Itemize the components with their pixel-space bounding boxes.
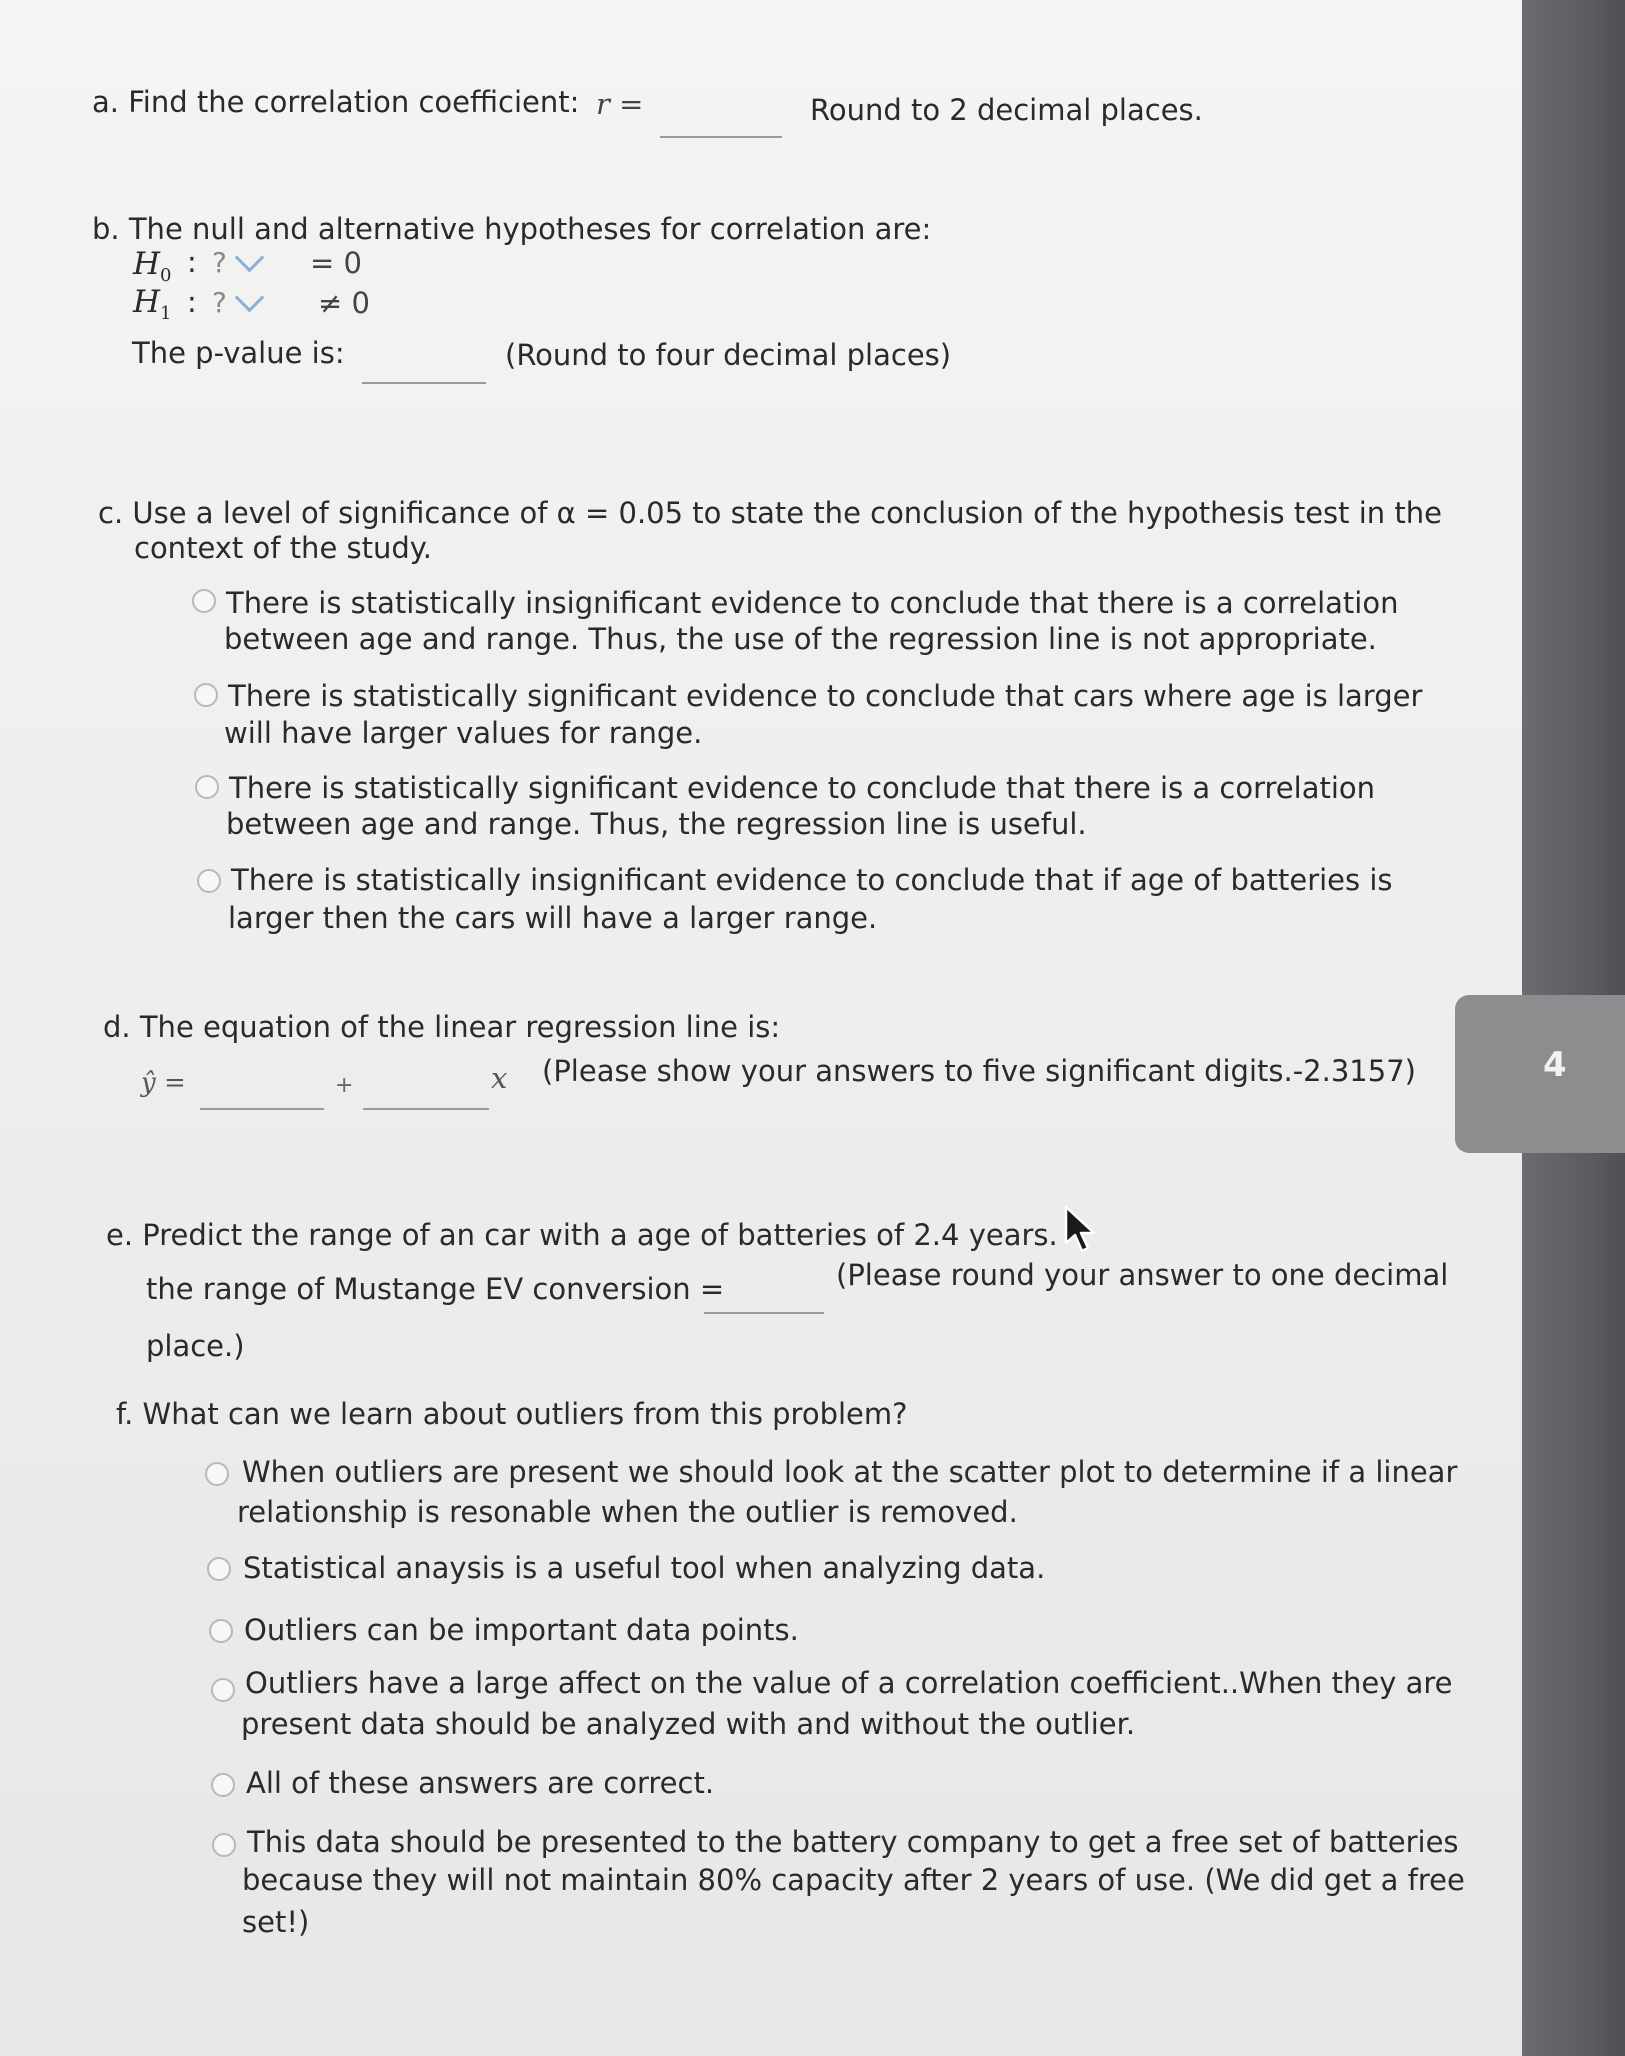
part-e-hint-cont: place.) [146, 1329, 245, 1363]
part-f-label: f. What can we learn about outliers from this problem? [116, 1397, 908, 1431]
chevron-down-icon [235, 242, 265, 272]
option-text: relationship is resonable when the outlier is removed. [237, 1495, 1018, 1529]
part-e-label: e. Predict the range of an car with a age of batteries of 2.4 years. [106, 1218, 1058, 1252]
radio-button[interactable] [207, 1557, 231, 1581]
h0-parameter-select[interactable]: ? [212, 244, 260, 280]
radio-button[interactable] [195, 775, 219, 799]
radio-button[interactable] [194, 683, 218, 707]
h0-relation: = 0 [310, 246, 362, 280]
radio-button[interactable] [211, 1678, 235, 1702]
slope-input[interactable] [363, 1108, 489, 1110]
range-label: the range of Mustange EV conversion = [146, 1272, 725, 1306]
part-e-hint: (Please round your answer to one decimal [836, 1258, 1449, 1292]
pvalue-label: The p-value is: [132, 336, 345, 370]
option-text: There is statistically significant evidence to conclude that there is a correlation [229, 771, 1376, 805]
part-a-hint: Round to 2 decimal places. [810, 93, 1203, 127]
part-c-label: c. Use a level of significance of α = 0.05 to state the conclusion of the hypothesis test in the [98, 496, 1442, 530]
option-text: When outliers are present we should look at the scatter plot to determine if a linear [242, 1455, 1458, 1489]
option-text: between age and range. Thus, the use of the regression line is not appropriate. [224, 622, 1377, 656]
option-text: There is statistically insignificant evidence to conclude that there is a correlation [226, 586, 1399, 620]
h0-symbol: $H_0$ [133, 246, 172, 287]
h1-relation: ≠ 0 [318, 286, 370, 320]
radio-button[interactable] [197, 869, 221, 893]
yhat-symbol: ŷ = [141, 1068, 186, 1098]
r-input[interactable] [660, 136, 782, 138]
option-text: will have larger values for range. [224, 716, 703, 750]
option-text: present data should be analyzed with and without the outlier. [241, 1707, 1136, 1741]
part-d-hint: (Please show your answers to five significant digits.-2.3157) [542, 1054, 1416, 1088]
pvalue-input[interactable] [362, 382, 486, 384]
radio-button[interactable] [211, 1773, 235, 1797]
part-c-label-cont: context of the study. [134, 531, 433, 565]
option-text: There is statistically significant evidence to conclude that cars where age is larger [228, 679, 1423, 713]
option-text: between age and range. Thus, the regression line is useful. [226, 807, 1087, 841]
h1-symbol: $H_1$ [133, 284, 172, 325]
question-number: 4 [1543, 1045, 1567, 1085]
option-text: All of these answers are correct. [246, 1766, 715, 1800]
option-text: set!) [242, 1905, 310, 1939]
part-a-label: a. Find the correlation coefficient: [92, 85, 580, 119]
chevron-down-icon [235, 282, 265, 312]
part-b-label: b. The null and alternative hypotheses for correlation are: [92, 212, 932, 246]
radio-button[interactable] [205, 1462, 229, 1486]
r-symbol: r = [596, 87, 644, 121]
mouse-cursor-icon [1064, 1205, 1106, 1255]
option-text: There is statistically insignificant evidence to conclude that if age of batteries is [231, 863, 1393, 897]
h0-colon: : [187, 245, 197, 279]
range-input[interactable] [704, 1312, 824, 1314]
option-text: because they will not maintain 80% capacity after 2 years of use. (We did get a free [242, 1863, 1465, 1897]
x-variable: x [491, 1061, 508, 1095]
option-text: Statistical anaysis is a useful tool when analyzing data. [243, 1551, 1046, 1585]
question-number-tab[interactable] [1455, 995, 1625, 1153]
option-text: larger then the cars will have a larger range. [228, 901, 878, 935]
option-text: This data should be presented to the battery company to get a free set of batteries [247, 1825, 1459, 1859]
radio-button[interactable] [192, 589, 216, 613]
radio-button[interactable] [209, 1619, 233, 1643]
pvalue-hint: (Round to four decimal places) [505, 338, 952, 372]
plus-sign: + [335, 1073, 354, 1098]
h1-colon: : [187, 285, 197, 319]
intercept-input[interactable] [200, 1108, 324, 1110]
option-text: Outliers have a large affect on the value of a correlation coefficient..When they are [245, 1666, 1453, 1700]
part-d-label: d. The equation of the linear regression line is: [103, 1010, 781, 1044]
h1-parameter-select[interactable]: ? [212, 284, 260, 320]
option-text: Outliers can be important data points. [244, 1613, 799, 1647]
radio-button[interactable] [212, 1833, 236, 1857]
